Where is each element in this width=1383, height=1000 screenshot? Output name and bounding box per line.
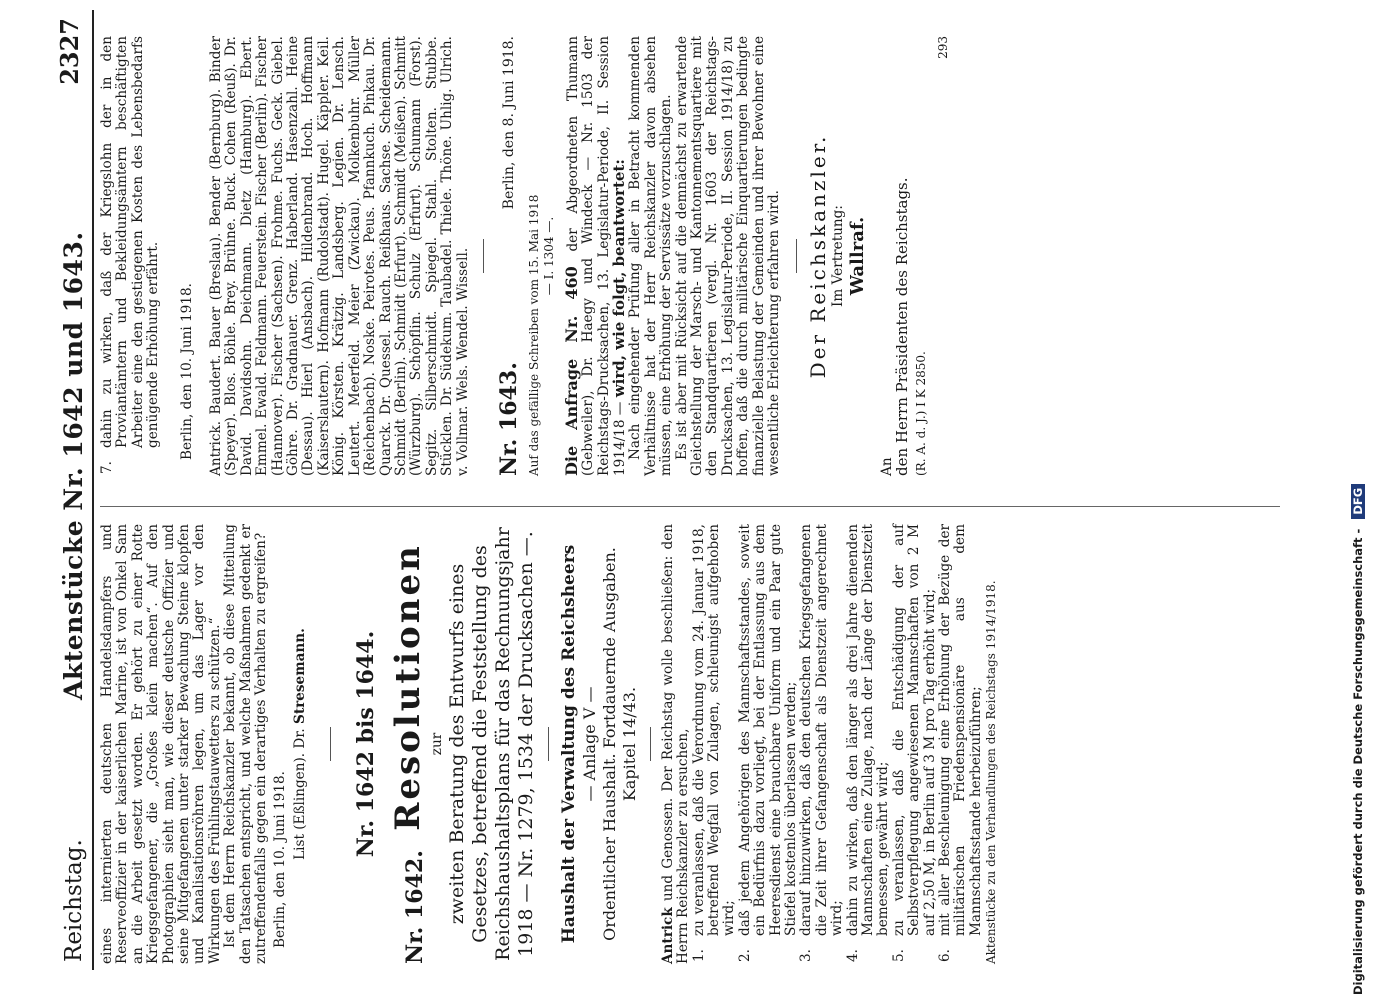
antrag-item <box>736 524 800 962</box>
divider <box>548 727 549 761</box>
divider <box>483 239 484 273</box>
kapitel-label: Kapitel 14/43. <box>619 686 639 802</box>
item-7-list <box>100 36 162 476</box>
signers-list: Antrick. Baudert. Bauer (Breslau). Bender (Bernburg). Binder (Speyer). Blos. Böhle. Brey. Brühne. Buck. Cohen (Reuß). Dr. David. Davidsohn. Deichmann. Dietz (Hamburg). Ebert. Emmel. Ewald. Feldmann. Feuerstein. Fischer (Berlin). Fischer (Hannover). Fischer (Sachsen). Frohme. Fuchs. Geck. Giebel. Göhre. Dr. Gradnauer. Grenz. Haberland. Hasenzahl. Heine (Dessau). Hierl (Ansbach). Hildenbrand. Hoch. Hoffmann (Kaiserslautern). Hofmann (Rudolstadt). Hugel. Käppler. Keil. König. Körsten. Krätzig. Landsberg. Legien. Dr. Lensch. Leutert. Meerfeld. Meier (Zwickau). Molkenbuhr. Müller (Reichenbach). Noske. Peirotes. Peus. Pfannkuch. Pinkau. Dr. Quarck. Dr. Quessel. Rauch. Reißhaus. Sachse. Scheidemann. Schmidt (Berlin). Schmidt (Erfurt). Schmidt (Meißen). Schmitt (Würzburg). Schöpflin. Schulz (Erfurt). Schumann (Forst). Segitz. Silberschmidt. Spiegel. Stahl. Stolten. Stubbe. Stücklen. Dr. Südekum. Taubadel. Thiele. Thöne. Uhlig. Ulrich. v. Vollmar. Wels. Wendel. Wissell. <box>208 36 471 476</box>
item-number: 1. <box>690 949 707 962</box>
antrag-item <box>798 524 846 962</box>
item-number: 4. <box>844 949 861 962</box>
vertretung-label: Im Vertretung: <box>829 205 846 307</box>
item-number: 6. <box>937 949 953 962</box>
range-heading: Nr. 1642 bis 1644. <box>353 630 380 858</box>
zur-label: zur <box>429 732 446 756</box>
antrag-item <box>844 524 892 962</box>
left-signature <box>293 524 308 964</box>
nr-1642-label: Nr. 1642. <box>402 850 429 964</box>
item-number: 7. <box>99 461 115 474</box>
an-label: An <box>878 457 895 476</box>
page-number: 2327 <box>55 18 84 85</box>
digitization-note <box>1345 5 1375 995</box>
header-title: Aktenstücke Nr. 1642 und 1643. <box>59 231 88 700</box>
resolution-heading <box>388 524 428 964</box>
answer-paragraph-2: Es ist aber mit Rücksicht auf die demnächst zu erwartende Gleichstellung der Marsch- und Kantonnementsquartiere mit den Standquartieren (vergl. Nr. 1603 der Reichstags-Drucksachen, 13. Legislatur-Periode, II. Session 1914/18) zu hoffen, daß die durch militärische Einquartierungen bedingte finanzielle Belastung der Gemeinden und ihrer Bewohner eine wesentliche Erleichterung erfahren wird. <box>673 36 783 476</box>
signature-prefix: List (Eßlingen). Dr. <box>291 728 308 860</box>
right-column <box>100 36 951 476</box>
item-text: zu veranlassen, daß die Entschädigung der auf Selbstverpflegung angewiesenen Mannschaften von 2 M auf 2,50 M, in Berlin auf 3 M pro Tag erhöht wird; <box>890 524 938 936</box>
anfrage-number: Die Anfrage Nr. 460 <box>561 266 581 476</box>
left-date: Berlin, den 10. Juni 1918. <box>272 771 289 948</box>
schreiben-ref: — I. 1304 —. <box>542 216 557 296</box>
dfg-logo: DFG <box>1351 484 1365 519</box>
item-number: 3. <box>798 949 815 962</box>
antrag-item <box>937 524 984 962</box>
anfrage-text: der Abgeordneten Thumann (Gebweiler), Dr. Haegy und Windeck — Nr. 1503 der Reichstags-Drucksachen, 13. Legislatur-Periode, II. Session 1914/18 — <box>564 36 628 476</box>
haushalt-heading: Haushalt der Verwaltung des Reichsheers <box>558 544 579 944</box>
antrag-item <box>690 524 738 962</box>
item-text: mit aller Beschleunigung eine Erhöhung der Bezüge der militärischen Friedenspensionäre aus dem Mannschaftsstande herbeizuführen; <box>937 524 984 936</box>
sheet-number: 293 <box>935 36 950 59</box>
antrag-item <box>99 36 162 474</box>
item-text: daß jedem Angehörigen des Mannschaftsstandes, soweit ein Bedürfnis dazu vorliegt, bei der Entlassung aus dem Heeresdienst eine brauchbare Uniform und ein Paar gute Stiefel kostenlos überlassen werden; <box>736 524 799 936</box>
left-column <box>100 524 998 964</box>
item-text: darauf hinzuwirken, daß den deutschen Kriegsgefangenen die Zeit ihrer Gefangenschaft als Dienstzeit angerechnet wird; <box>798 524 846 936</box>
ordentlich-label: Ordentlicher Haushalt. Fortdauernde Ausgaben. <box>599 547 619 941</box>
divider <box>796 239 797 273</box>
anlage-label: — Anlage V — <box>579 686 599 802</box>
antrag-item <box>890 524 938 962</box>
law-title: zweiten Beratung des Entwurfs eines Gesetzes, betreffend die Feststellung des Reichshaushaltsplans für das Rechnungsjahr 1918 — Nr. 1279, 1534 der Drucksachen —. <box>445 527 537 961</box>
item-text: dahin zu wirken, daß den länger als drei Jahre dienenden Mannschaften eine Zulage, nach der Länge der Dienstzeit bemessen, gewährt wird; <box>844 524 892 936</box>
nr-1643-date: Berlin, den 8. Juni 1918. <box>500 36 517 210</box>
antrag-intro <box>661 524 692 964</box>
signature-name: Stresemann. <box>291 628 308 724</box>
continued-paragraph-2: Ist dem Herrn Reichskanzler bekannt, ob diese Mitteilung den Tatsachen entspricht, und welche Maßnahmen gedenkt er zutreffendenfalls gegen ein derartiges Verhalten zu ergreifen? <box>222 524 270 964</box>
resolutionen-title: Resolutionen <box>388 543 429 831</box>
nr-1643-line <box>496 36 523 476</box>
column-separator <box>100 506 1280 507</box>
item-number: 2. <box>736 949 753 962</box>
anfrage-paragraph <box>561 36 629 476</box>
item-text: dahin zu wirken, daß der Kriegslohn der in den Proviantämtern und Bekleidungsämtern beschäftigten Arbeiter eine den gestiegenen Kosten des Lebensbedarfs genügende Erhöhung erfährt. <box>99 36 162 448</box>
answer-paragraph-1: Nach eingehender Prüfung aller in Betracht kommenden Verhältnisse hat der Herr Reichskanzler davon absehen müssen, eine Erhöhung der Servissätze vorzuschlagen. <box>627 36 675 476</box>
anfrage-end: wird, wie folgt, beantwortet: <box>609 159 628 398</box>
schreiben-line: Auf das gefällige Schreiben vom 15. Mai 1918 <box>526 194 541 476</box>
continued-paragraph-1: eines internierten deutschen Handelsdampfers und Reserveoffizier in der kaiserlichen Marine, ist von Onkel Sam an die Arbeit gesetzt worden. Er gehört zu einer Rotte Kriegsgefangener, die „Großes klein machen“. Auf den Photographien sieht man, wie dieser deutsche Offizier und seine Mitgefangenen unter starker Bewachung Steine klopfen und Kanalisationsröhren legen, um das Lager vor den Wirkungen des Frühlingstauwetters zu schützen.“ <box>99 524 223 964</box>
reference-code: (R. A. d. J.) I K 2850. <box>914 351 929 476</box>
item-text: zu veranlassen, daß die Verordnung vom 24. Januar 1918, betreffend Wegfall von Zulagen, schleunigst aufgehoben wird; <box>690 524 738 936</box>
an-recipient: den Herrn Präsidenten des Reichstags. <box>893 177 912 476</box>
nr-1643-label: Nr. 1643. <box>495 362 522 476</box>
antrag-items <box>692 524 985 964</box>
page-footer: Aktenstücke zu den Verhandlungen des Reichstags 1914/1918. <box>984 580 999 964</box>
header-rule <box>92 10 94 970</box>
reichskanzler-title: Der Reichskanzler. <box>806 133 831 379</box>
antrag-name: Antrick <box>659 907 676 964</box>
divider <box>650 727 651 761</box>
wallraf-signature: Wallraf. <box>847 216 869 296</box>
antrag-text: und Genossen. Der Reichstag wolle beschließen: den Herrn Reichskanzler zu ersuchen, <box>659 524 692 964</box>
divider <box>330 727 331 761</box>
header-left: Reichstag. <box>61 839 87 962</box>
item-number: 5. <box>890 949 907 962</box>
digitization-text: Digitalisierung gefördert durch die Deutsche Forschungsgemeinschaft - <box>1351 528 1365 995</box>
digitization-text-wrap <box>1351 5 1381 995</box>
right-date: Berlin, den 10. Juni 1918. <box>178 283 195 460</box>
